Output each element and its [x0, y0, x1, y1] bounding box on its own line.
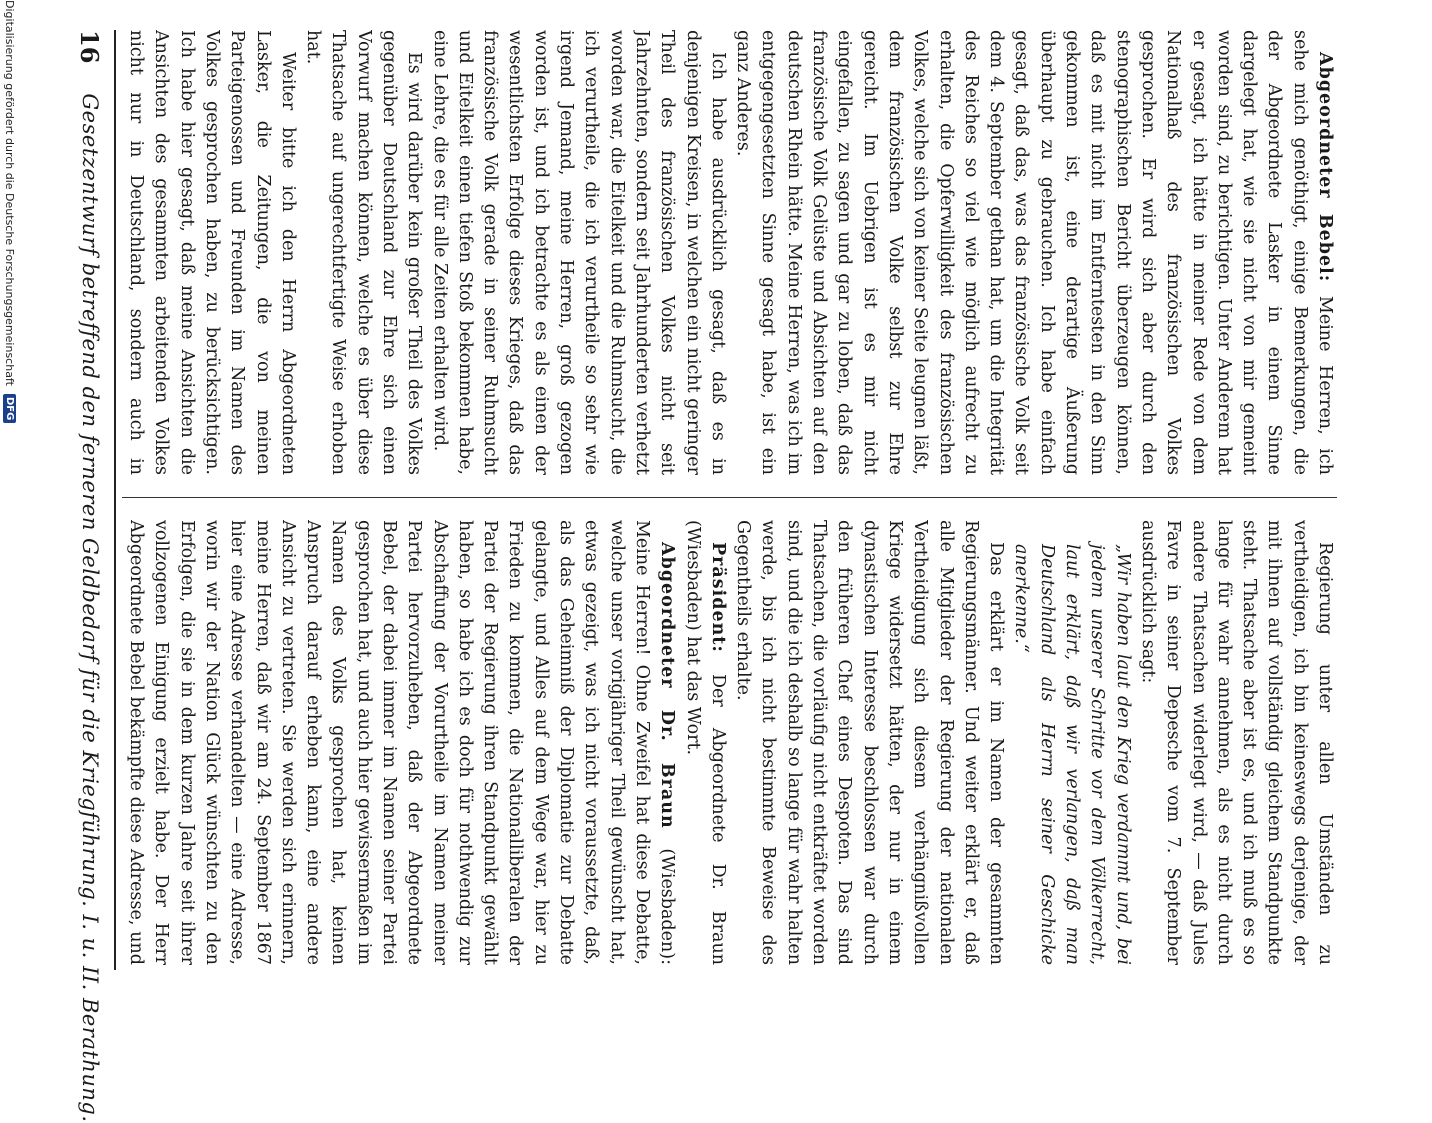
- paragraph: [730, 30, 1337, 475]
- paragraph: [300, 30, 426, 475]
- speaker-name: Abgeordneter Dr. Braun: [657, 542, 678, 829]
- paragraph: [122, 520, 679, 965]
- text-column-right: [122, 520, 1337, 965]
- speaker-name: Präsident:: [707, 542, 728, 653]
- paragraph-text: Regierung unter allen Umständen zu vertheidigen, ich bin keineswegs derjenige, der mit ihnen auf vollständig gleichem Standpunkte steht. Thatsache aber ist es, und ich muß es so lange für wahr annehmen, als es nicht durch andere Thatsachen widerlegt wird, — daß Jules Favre in seiner Depesche vom 7. September ausdrücklich sagt:: [1137, 520, 1335, 965]
- speaker-name: Abgeordneter Bebel:: [1315, 52, 1335, 283]
- credit-text: Digitalisierung gefördert durch die Deutsche Forschungsgemeinschaft: [3, 0, 17, 386]
- dfg-logo: DFG: [4, 394, 17, 423]
- paragraph: [730, 520, 1008, 965]
- paragraph-text: Der Abgeordnete Dr. Braun (Wiesbaden) hat das Wort.: [682, 520, 728, 965]
- paragraph: [122, 30, 300, 475]
- header-rule: [114, 30, 116, 970]
- paragraph: [426, 30, 730, 475]
- paragraph-text: „Wir haben laut den Krieg verdammt und, bei jedem unserer Schritte vor dem Völkerrecht, laut erklärt, daß wir verlangen, daß man Deutschland als Herrn seiner Geschicke anerkenne.“: [1011, 544, 1133, 965]
- paragraph-text: Meine Herren, ich sehe mich genöthigt, einige Bemerkungen, die der Abgeordnete Lasker in einem Sinne dargelegt hat, wie sie nicht von mir gemeint worden sind, zu berichtigen. Unter Anderem hat er gesagt, ich hätte in meiner Rede von dem Nationalhaß des französischen Volkes gesprochen. Er wird sich aber durch den stenographischen Bericht überzeugen können, daß es mit nicht im Entferntesten in den Sinn gekommen ist, eine derartige Äußerung überhaupt zu gebrauchen. Ich habe einfach gesagt, daß das, was das französische Volk seit dem 4. September gethan hat, um die Integrität des Reiches so viel wie möglich aufrecht zu erhalten, die Opferwilligkeit des französischen Volkes, welche sich von keiner Seite leugnen läßt, dem französischen Volke selbst zur Ehre gereicht. Im Uebrigen ist es mir nicht eingefallen, zu sagen und gar zu loben, daß das französische Volk Gelüste und Absichten auf den deutschen Rhein hätte. Meine Herren, was ich im entgegengesetzten Sinne gesagt habe, ist ein ganz Anderes.: [733, 30, 1335, 475]
- paragraph-text: (Wiesbaden): Meine Herren! Ohne Zweifel hat diese Debatte, welche unser vorigjähriger Theil gewünscht hat, etwas gezeigt, was ich nicht voraussetzte, daß, als das Geheimniß der Diplomatie zur Debatte gelangte, und Alles auf dem Wege war, hier zu Frieden zu kommen, die Nationalliberalen der Partei der Regierung ihren Standpunkt gewählt haben, so habe ich es doch für nothwendig zur Abschaffung der Vorurtheile im Namen meiner Partei hervorzuheben, daß der Abgeordnete Bebel, der dabei immer im Namen seiner Partei gesprochen hat, und auch hier gewissermaßen im Namen des Volks gesprochen hat, keinen Anspruch darauf erheben kann, eine andere Ansicht zu vertreten. Sie werden sich erinnern, meine Herren, daß wir am 24. September 1867 hier eine Adresse verhandelten — eine Adresse, worin wir der Nation Glück wünschten zu den Erfolgen, die sie in dem kurzen Jahre seit ihrer vollzogenen Einigung erzielt habe. Der Herr Abgeordnete Bebel bekämpfte diese Adresse, und: [126, 520, 678, 965]
- text-column-left: [122, 30, 1337, 475]
- column-divider: [122, 497, 1337, 498]
- paragraph: [1135, 520, 1337, 965]
- paragraph-text: Es wird darüber kein großer Theil des Volkes gegenüber Deutschland zur Ehre sich einen Vorwurf machen können, welche es über diese Thatsache auf ungerechtfertigte Weise erhoben hat.: [303, 30, 425, 475]
- paragraph: [679, 520, 730, 965]
- paragraph-text: Das erklärt er im Namen der gesammten Regierungsmänner. Und weiter erklärt er, daß alle Mitglieder der Regierung der nationalen Vertheidigung sich diesem verhängnißvollen Kriege widersetzt hätten, der nur in einem dynastischen Interesse beschlossen war durch den früheren Chef eines Despoten. Das sind Thatsachen, die vorläufig nicht entkräftet worden sind, und die ich deshalb so lange für wahr halten werde, bis ich nicht bestimmte Beweise des Gegentheils erhalte.: [733, 520, 1007, 965]
- quotation: [1008, 520, 1134, 965]
- paragraph-text: Weiter bitte ich den Herrn Abgeordneten Lasker, die Zeitungen, die von meinen Parteigenossen und Freunden im Namen des Volkes gesprochen haben, zu berücksichtigen. Ich habe hier gesagt, daß meine Ansichten die Ansichten des gesammten arbeitenden Volkes nicht nur in Deutschland, sondern auch in: [126, 30, 298, 475]
- page-number: 16: [75, 30, 105, 64]
- paragraph-text: Ich habe ausdrücklich gesagt, daß es in denjenigen Kreisen, in welchen ein nicht geringer Theil des französischen Volkes nicht seit Jahrzehnten, sondern seit Jahrhunderten verhetzt worden war, die Eitelkeit und die Ruhmsucht, die ich verurtheile, die ich verurtheile so sehr wie irgend Jemand, meine Herren, groß gezogen worden ist, und ich betrachte es als einen der wesentlichsten Erfolge dieses Krieges, daß das französische Volk gerade in seiner Ruhmsucht und Eitelkeit einen tiefen Stoß bekommen habe, eine Lehre, die es für alle Zeiten erhalten wird.: [429, 30, 728, 475]
- running-head: [70, 30, 110, 1123]
- page-header-title: Gesetzentwurf betreffend den ferneren Geldbedarf für die Kriegführung. I. u. II. Berathung.: [78, 93, 102, 1123]
- digitization-credit: [0, 0, 20, 1000]
